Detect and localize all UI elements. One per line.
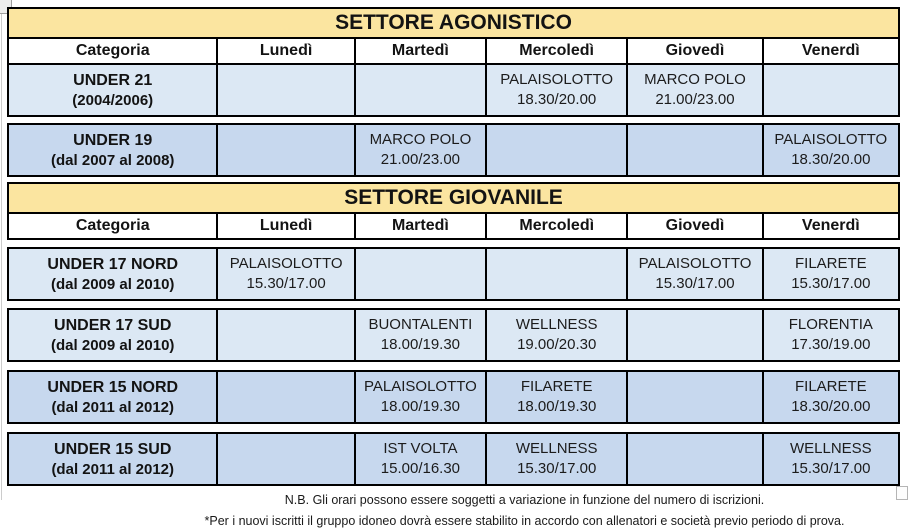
venue-label: PALAISOLOTTO bbox=[774, 131, 888, 148]
time-label: 15.30/17.00 bbox=[655, 275, 735, 292]
note-line-1: N.B. Gli orari possono essere soggetti a variazione in funzione del numero di iscrizioni. bbox=[284, 493, 765, 507]
category-name: UNDER 17 SUD bbox=[54, 316, 172, 334]
time-label: 18.00/19.30 bbox=[517, 398, 597, 415]
schedule-table bbox=[7, 182, 900, 240]
venue-label: BUONTALENTI bbox=[368, 316, 473, 333]
schedule-row bbox=[8, 248, 899, 300]
venue-label: MARCO POLO bbox=[644, 71, 746, 88]
venue-label: WELLNESS bbox=[515, 316, 598, 333]
time-label: 18.30/20.00 bbox=[517, 91, 597, 108]
venue-label: FILARETE bbox=[794, 378, 867, 395]
time-label: 18.00/19.30 bbox=[380, 398, 461, 415]
time-label: 15.00/16.30 bbox=[380, 460, 461, 477]
schedule-cell bbox=[217, 124, 354, 176]
schedule-table bbox=[7, 7, 900, 117]
schedule-cell bbox=[486, 371, 627, 423]
schedule-row bbox=[8, 309, 899, 361]
column-header: Categoria bbox=[8, 38, 217, 64]
venue-label: FILARETE bbox=[794, 255, 867, 272]
venue-label: FLORENTIA bbox=[788, 316, 873, 333]
column-header: Lunedì bbox=[217, 38, 354, 64]
category-name: UNDER 17 NORD bbox=[47, 255, 179, 273]
schedule-cell bbox=[627, 64, 762, 116]
schedule-cell bbox=[217, 248, 354, 300]
venue-label: WELLNESS bbox=[789, 440, 872, 457]
time-label: 21.00/23.00 bbox=[655, 91, 735, 108]
footer-notes bbox=[137, 490, 908, 532]
venue-label: IST VOLTA bbox=[383, 440, 458, 457]
day-header-row bbox=[8, 38, 899, 64]
schedule-table bbox=[7, 123, 900, 177]
column-header: Mercoledì bbox=[486, 213, 627, 239]
venue-label: FILARETE bbox=[520, 378, 593, 395]
time-label: 18.00/19.30 bbox=[380, 336, 461, 353]
schedule-cell bbox=[627, 433, 762, 485]
schedule-cell bbox=[486, 309, 627, 361]
schedule-table bbox=[7, 432, 900, 486]
column-header: Martedì bbox=[355, 38, 486, 64]
schedule-cell bbox=[486, 433, 627, 485]
schedule-table bbox=[7, 370, 900, 424]
category-years: (dal 2009 al 2010) bbox=[51, 336, 175, 354]
column-header: Giovedì bbox=[627, 38, 762, 64]
schedule-cell bbox=[355, 124, 486, 176]
schedule-table bbox=[7, 247, 900, 301]
section-banner-row bbox=[8, 183, 899, 213]
schedule-row bbox=[8, 124, 899, 176]
schedule-row bbox=[8, 433, 899, 485]
column-header: Venerdì bbox=[763, 38, 899, 64]
schedule-cell bbox=[217, 64, 354, 116]
venue-label: PALAISOLOTTO bbox=[638, 255, 752, 272]
time-label: 17.30/19.00 bbox=[791, 336, 871, 353]
category-years: (dal 2011 al 2012) bbox=[51, 398, 175, 416]
time-label: 19.00/20.30 bbox=[517, 336, 597, 353]
venue-label: MARCO POLO bbox=[369, 131, 472, 148]
schedule-row bbox=[8, 64, 899, 116]
schedule-cell bbox=[217, 371, 354, 423]
schedule-cell bbox=[486, 124, 627, 176]
category-name: UNDER 21 bbox=[73, 71, 153, 89]
time-label: 15.30/17.00 bbox=[246, 275, 326, 292]
schedule-cell bbox=[763, 124, 899, 176]
time-label: 21.00/23.00 bbox=[380, 151, 461, 168]
schedule-cell bbox=[627, 248, 762, 300]
schedule-cell bbox=[355, 433, 486, 485]
column-header: Martedì bbox=[355, 213, 486, 239]
category-cell bbox=[8, 433, 217, 485]
time-label: 15.30/17.00 bbox=[791, 275, 871, 292]
column-header: Venerdì bbox=[763, 213, 899, 239]
schedule-root bbox=[7, 7, 900, 532]
note-line-2: *Per i nuovi iscritti il gruppo idoneo dovrà essere stabilito in accordo con allenatori e società previo periodo di prova. bbox=[204, 514, 845, 528]
schedule-cell bbox=[763, 309, 899, 361]
category-cell bbox=[8, 309, 217, 361]
category-years: (dal 2011 al 2012) bbox=[51, 460, 175, 478]
schedule-cell bbox=[486, 64, 627, 116]
schedule-cell bbox=[355, 371, 486, 423]
section-title: SETTORE AGONISTICO bbox=[8, 8, 899, 38]
schedule-cell bbox=[763, 371, 899, 423]
schedule-row bbox=[8, 371, 899, 423]
category-years: (2004/2006) bbox=[72, 91, 154, 109]
category-cell bbox=[8, 124, 217, 176]
category-name: UNDER 15 NORD bbox=[47, 378, 179, 396]
schedule-cell bbox=[355, 309, 486, 361]
category-cell bbox=[8, 64, 217, 116]
time-label: 15.30/17.00 bbox=[517, 460, 597, 477]
category-years: (dal 2009 al 2010) bbox=[51, 275, 175, 293]
schedule-cell bbox=[355, 64, 486, 116]
schedule-cell bbox=[763, 248, 899, 300]
schedule-table bbox=[7, 308, 900, 362]
category-years: (dal 2007 al 2008) bbox=[51, 151, 175, 169]
schedule-cell bbox=[763, 433, 899, 485]
venue-label: WELLNESS bbox=[515, 440, 598, 457]
time-label: 15.30/17.00 bbox=[791, 460, 871, 477]
section-title: SETTORE GIOVANILE bbox=[8, 183, 899, 213]
schedule-cell bbox=[355, 248, 486, 300]
time-label: 18.30/20.00 bbox=[791, 398, 871, 415]
column-header: Giovedì bbox=[627, 213, 762, 239]
category-name: UNDER 15 SUD bbox=[54, 440, 172, 458]
schedule-cell bbox=[627, 309, 762, 361]
schedule-cell bbox=[627, 371, 762, 423]
venue-label: PALAISOLOTTO bbox=[500, 71, 614, 88]
column-header: Mercoledì bbox=[486, 38, 627, 64]
sheet-edge-line bbox=[1, 0, 2, 500]
category-cell bbox=[8, 248, 217, 300]
schedule-cell bbox=[217, 433, 354, 485]
schedule-cell bbox=[217, 309, 354, 361]
day-header-row bbox=[8, 213, 899, 239]
venue-label: PALAISOLOTTO bbox=[229, 255, 343, 272]
schedule-cell bbox=[486, 248, 627, 300]
schedule-cell bbox=[763, 64, 899, 116]
column-header: Categoria bbox=[8, 213, 217, 239]
category-cell bbox=[8, 371, 217, 423]
time-label: 18.30/20.00 bbox=[791, 151, 871, 168]
column-header: Lunedì bbox=[217, 213, 354, 239]
schedule-cell bbox=[627, 124, 762, 176]
category-name: UNDER 19 bbox=[73, 131, 153, 149]
venue-label: PALAISOLOTTO bbox=[363, 378, 477, 395]
section-banner-row bbox=[8, 8, 899, 38]
